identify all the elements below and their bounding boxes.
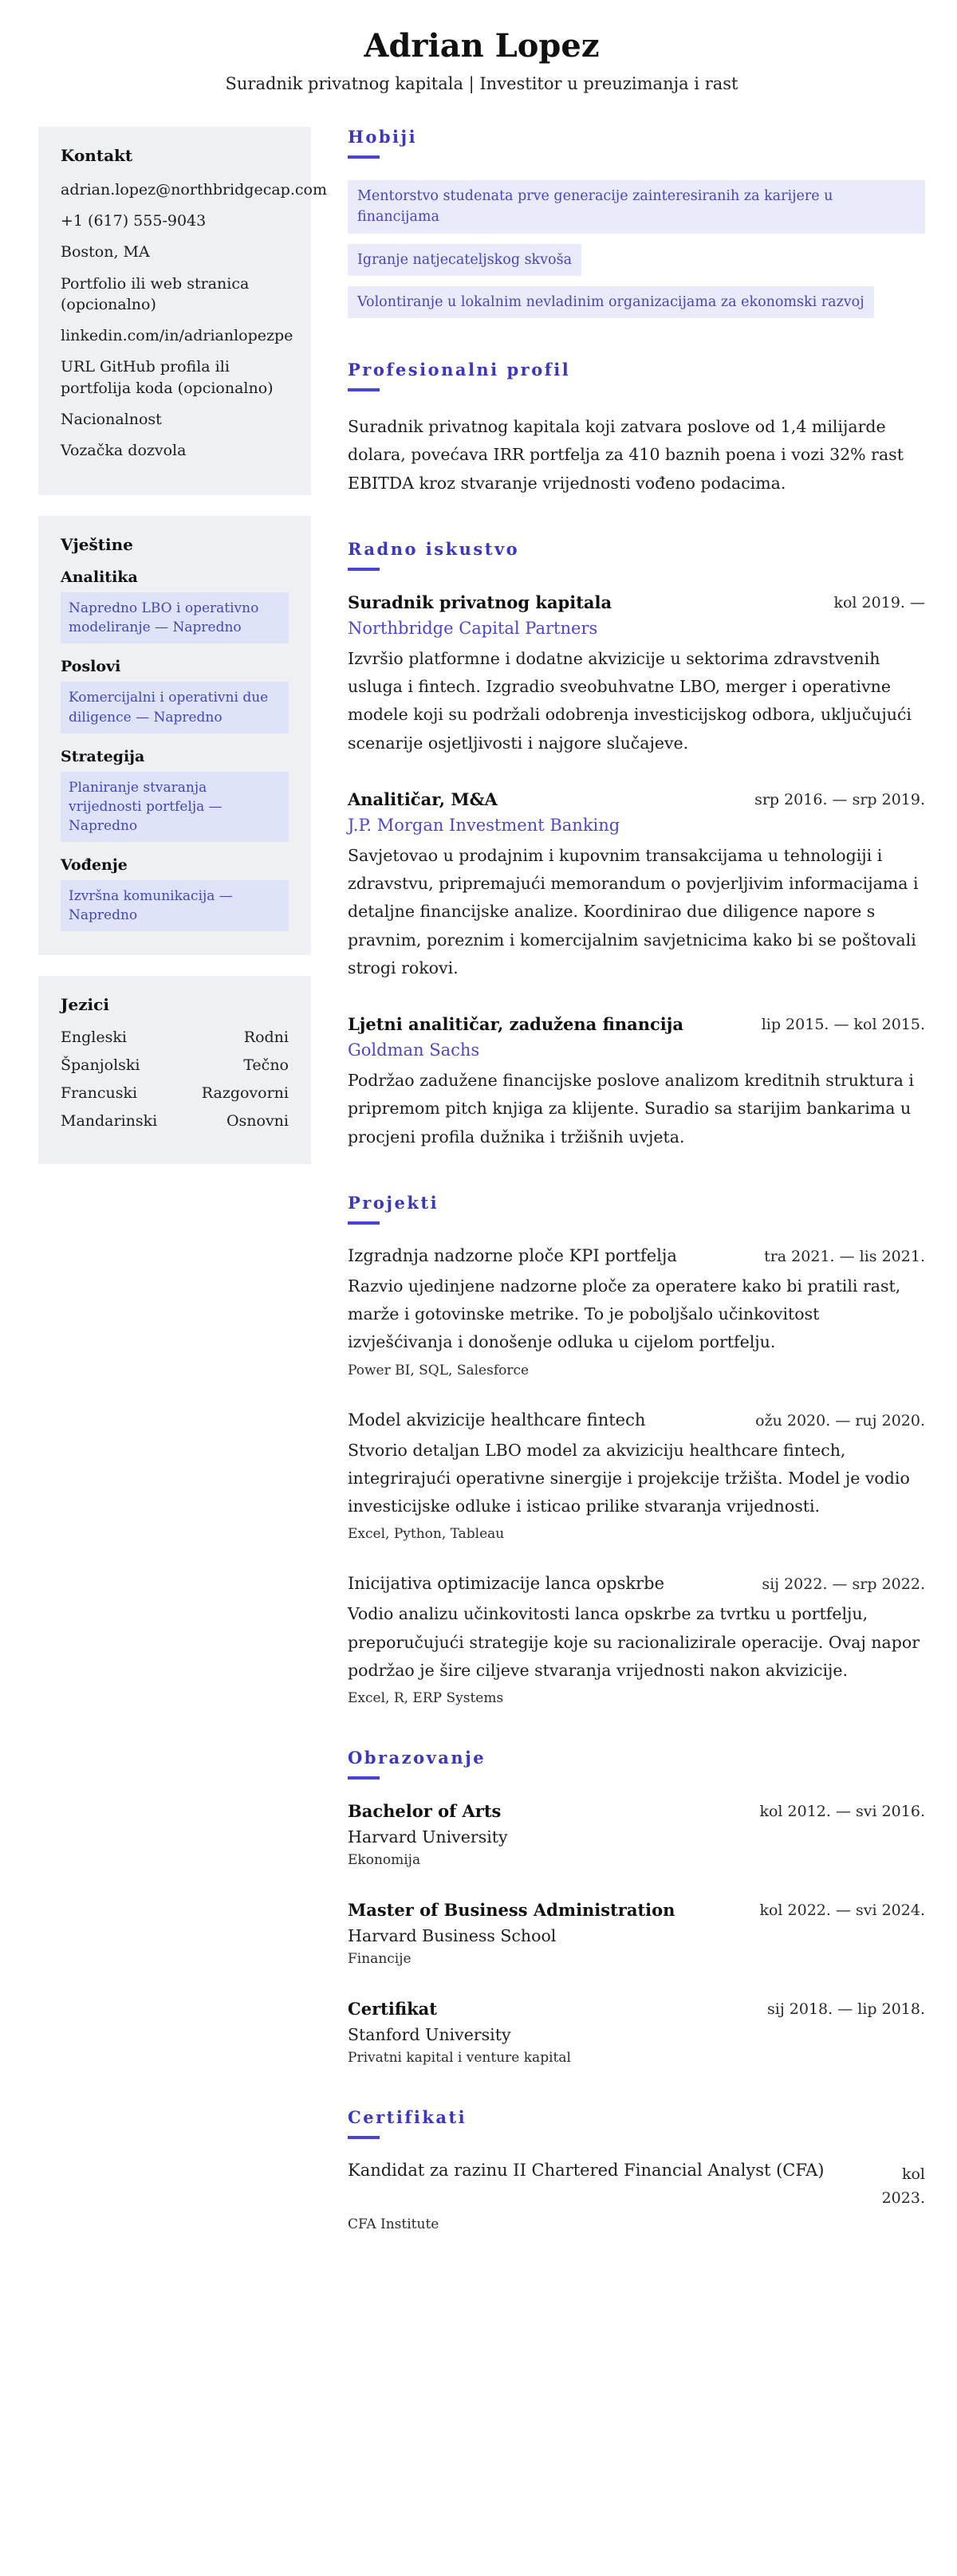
skills-box bbox=[38, 516, 311, 955]
job-description: Podržao zadužene financijske poslove analizom kreditnih struktura i pripremom pitch knjiga za klijente. Suradio sa starijim bankarima u procjeni profila dužnika i tržišnih uvjeta. bbox=[348, 1071, 914, 1146]
language-level: Rodni bbox=[243, 1028, 289, 1047]
hobby-chip: Igranje natjecateljskog skvoša bbox=[348, 244, 581, 276]
projects-title: Projekti bbox=[348, 1192, 439, 1213]
language-row bbox=[61, 1112, 289, 1130]
skill-chip: Napredno LBO i operativno modeliranje — Napredno bbox=[61, 592, 289, 643]
contact-title: Kontakt bbox=[61, 146, 133, 165]
project-title: Inicijativa optimizacije lanca opskrbe bbox=[348, 1574, 665, 1594]
project-entry-head bbox=[348, 1410, 925, 1430]
certifications-section bbox=[348, 2107, 925, 2232]
contact-box bbox=[38, 127, 327, 495]
job-title: Analitičar, M&A bbox=[348, 789, 498, 809]
job-entry-head bbox=[348, 1014, 925, 1034]
job-description: Savjetovao u prodajnim i kupovnim transakcijama u tehnologiji i zdravstvu, pripremajući memorandum o povjerljivim informacijama i detaljne financijske analize. Koordinirao due diligence napore s pravnim, poreznim i komercijalnim savjetnicima kako bi se poštovali strogi rokovi. bbox=[348, 845, 919, 977]
education-section bbox=[348, 1748, 925, 2066]
certification-name: Kandidat za razinu II Chartered Financial Analyst (CFA) bbox=[348, 2161, 825, 2180]
job-dates: lip 2015. — kol 2015. bbox=[761, 1016, 925, 1033]
job-description: Izvršio platformne i dodatne akvizicije u sektorima zdravstvenih usluga i fintech. Izgradio sveobuhvatne LBO, merger i operativne modele koji su podržali odobrenja investicijskog odbora, uključujući scenarije osjetljivosti i najgore slučajeve. bbox=[348, 648, 912, 753]
education-field: Ekonomija bbox=[348, 1852, 421, 1868]
skill-chip: Izvršna komunikacija — Napredno bbox=[61, 880, 289, 931]
project-entry bbox=[348, 1410, 925, 1543]
job-title: Suradnik privatnog kapitala bbox=[348, 592, 612, 612]
job-entry bbox=[348, 592, 925, 757]
project-title: Model akvizicije healthcare fintech bbox=[348, 1410, 646, 1430]
section-underline bbox=[348, 2136, 380, 2139]
project-entry bbox=[348, 1574, 925, 1706]
job-dates: srp 2016. — srp 2019. bbox=[754, 790, 925, 808]
project-description: Razvio ujedinjene nadzorne ploče za operatere kako bi pratili rast, marže i gotovinske metrike. To je poboljšalo učinkovitost izvješćivanja i donošenje odluka u cijelom portfelju. bbox=[348, 1276, 901, 1352]
hobbies-title: Hobiji bbox=[348, 127, 418, 147]
project-title: Izgradnja nadzorne ploče KPI portfelja bbox=[348, 1245, 677, 1265]
section-underline bbox=[348, 1776, 380, 1780]
education-degree: Master of Business Administration bbox=[348, 1900, 675, 1920]
language-row bbox=[61, 1056, 289, 1074]
education-field: Privatni kapital i venture kapital bbox=[348, 2050, 571, 2066]
hobby-chip: Volontiranje u lokalnim nevladinim organizacijama za ekonomski razvoj bbox=[348, 286, 874, 318]
certifications-title: Certifikati bbox=[348, 2107, 467, 2127]
education-entry bbox=[348, 1900, 925, 1967]
contact-drivers-license: Vozačka dozvola bbox=[61, 441, 187, 459]
experience-title: Radno iskustvo bbox=[348, 538, 520, 559]
skill-chip: Planiranje stvaranja vrijednosti portfelja — Napredno bbox=[61, 772, 289, 842]
education-dates: sij 2018. — lip 2018. bbox=[767, 2000, 925, 2018]
project-description: Stvorio detaljan LBO model za akviziciju healthcare fintech, integrirajući operativne sinergije i projekcije tržišta. Model je vodio investicijske odluke i isticao prilike stvaranja vrijednosti. bbox=[348, 1440, 910, 1516]
languages-box bbox=[38, 976, 311, 1164]
content-columns bbox=[38, 127, 925, 2274]
job-company: Northbridge Capital Partners bbox=[348, 618, 598, 638]
person-tagline: Suradnik privatnog kapitala | Investitor u preuzimanja i rast bbox=[225, 74, 738, 93]
education-entry bbox=[348, 1999, 925, 2066]
education-entry-head bbox=[348, 1900, 925, 1920]
contact-portfolio: Portfolio ili web stranica (opcionalno) bbox=[61, 274, 250, 313]
project-tech: Power BI, SQL, Salesforce bbox=[348, 1362, 530, 1378]
skill-chip: Komercijalni i operativni due diligence — Napredno bbox=[61, 682, 289, 733]
main-column bbox=[348, 127, 925, 2274]
job-company: J.P. Morgan Investment Banking bbox=[348, 815, 620, 835]
project-entry-head bbox=[348, 1246, 925, 1265]
education-title: Obrazovanje bbox=[348, 1748, 486, 1768]
language-name: Francuski bbox=[61, 1084, 138, 1103]
project-tech: Excel, Python, Tableau bbox=[348, 1526, 505, 1543]
language-level: Razgovorni bbox=[201, 1084, 289, 1103]
skill-group-label: Vođenje bbox=[61, 856, 128, 875]
skill-group-label: Strategija bbox=[61, 747, 145, 765]
education-entry bbox=[348, 1801, 925, 1868]
section-underline bbox=[348, 1221, 380, 1225]
job-entry-head bbox=[348, 789, 925, 809]
contact-linkedin: linkedin.com/in/adrianlopezpe bbox=[61, 327, 293, 345]
education-school: Stanford University bbox=[348, 2025, 511, 2044]
language-name: Mandarinski bbox=[61, 1112, 158, 1131]
education-degree: Certifikat bbox=[348, 1999, 437, 2019]
certification-date: kol 2023. bbox=[881, 2165, 925, 2208]
contact-location: Boston, MA bbox=[61, 243, 150, 262]
project-dates: ožu 2020. — ruj 2020. bbox=[755, 1411, 925, 1430]
project-entry bbox=[348, 1246, 925, 1378]
profile-section bbox=[348, 360, 925, 498]
sidebar bbox=[38, 127, 327, 1185]
job-title: Ljetni analitičar, zadužena financija bbox=[348, 1014, 683, 1034]
education-entry-head bbox=[348, 1801, 925, 1821]
hobbies-section bbox=[348, 127, 925, 318]
language-name: Engleski bbox=[61, 1028, 127, 1047]
education-entry-head bbox=[348, 1999, 925, 2019]
job-entry bbox=[348, 789, 925, 982]
contact-email: adrian.lopez@northbridgecap.com bbox=[61, 181, 327, 199]
profile-text: Suradnik privatnog kapitala koji zatvara poslove od 1,4 milijarde dolara, povećava IRR portfelja za 410 baznih poena i vozi 32% rast EBITDA kroz stvaranje vrijednosti vođeno podacima. bbox=[348, 417, 904, 493]
project-entry-head bbox=[348, 1574, 925, 1593]
education-school: Harvard University bbox=[348, 1827, 508, 1846]
profile-title: Profesionalni profil bbox=[348, 360, 571, 380]
hobby-chip: Mentorstvo studenata prve generacije zainteresiranih za karijere u financijama bbox=[348, 180, 925, 234]
project-dates: sij 2022. — srp 2022. bbox=[762, 1575, 925, 1594]
person-name: Adrian Lopez bbox=[364, 27, 600, 65]
contact-nationality: Nacionalnost bbox=[61, 410, 162, 428]
language-level: Tečno bbox=[243, 1056, 289, 1075]
language-row bbox=[61, 1028, 289, 1046]
project-tech: Excel, R, ERP Systems bbox=[348, 1690, 504, 1706]
resume-header bbox=[38, 27, 925, 93]
experience-section bbox=[348, 539, 925, 1151]
skill-group-label: Poslovi bbox=[61, 658, 121, 676]
section-underline bbox=[348, 155, 380, 159]
contact-phone: +1 (617) 555-9043 bbox=[61, 212, 207, 230]
education-dates: kol 2012. — svi 2016. bbox=[759, 1803, 925, 1820]
education-degree: Bachelor of Arts bbox=[348, 1801, 502, 1821]
skill-group-label: Analitika bbox=[61, 568, 138, 587]
job-company: Goldman Sachs bbox=[348, 1040, 480, 1060]
certification-entry-head bbox=[348, 2161, 925, 2211]
education-dates: kol 2022. — svi 2024. bbox=[759, 1902, 925, 1919]
language-row bbox=[61, 1084, 289, 1102]
project-description: Vodio analizu učinkovitosti lanca opskrbe za tvrtku u portfelju, preporučujući strategije koje su racionalizirale operacije. Ovaj napor podržao je šire ciljeve stvaranja vrijednosti nakon akvizicije. bbox=[348, 1604, 920, 1680]
project-dates: tra 2021. — lis 2021. bbox=[764, 1247, 925, 1265]
job-entry bbox=[348, 1014, 925, 1151]
job-entry-head bbox=[348, 592, 925, 612]
section-underline bbox=[348, 568, 380, 571]
education-field: Financije bbox=[348, 1951, 412, 1967]
contact-github: URL GitHub profila ili portfolija koda (opcionalno) bbox=[61, 358, 274, 397]
language-level: Osnovni bbox=[226, 1112, 289, 1131]
certification-issuer: CFA Institute bbox=[348, 2216, 439, 2232]
projects-section bbox=[348, 1193, 925, 1706]
job-dates: kol 2019. — bbox=[833, 593, 925, 612]
skills-title: Vještine bbox=[61, 535, 133, 555]
section-underline bbox=[348, 388, 380, 391]
languages-title: Jezici bbox=[61, 995, 109, 1015]
language-name: Španjolski bbox=[61, 1056, 140, 1075]
education-school: Harvard Business School bbox=[348, 1926, 557, 1945]
certification-entry bbox=[348, 2161, 925, 2232]
